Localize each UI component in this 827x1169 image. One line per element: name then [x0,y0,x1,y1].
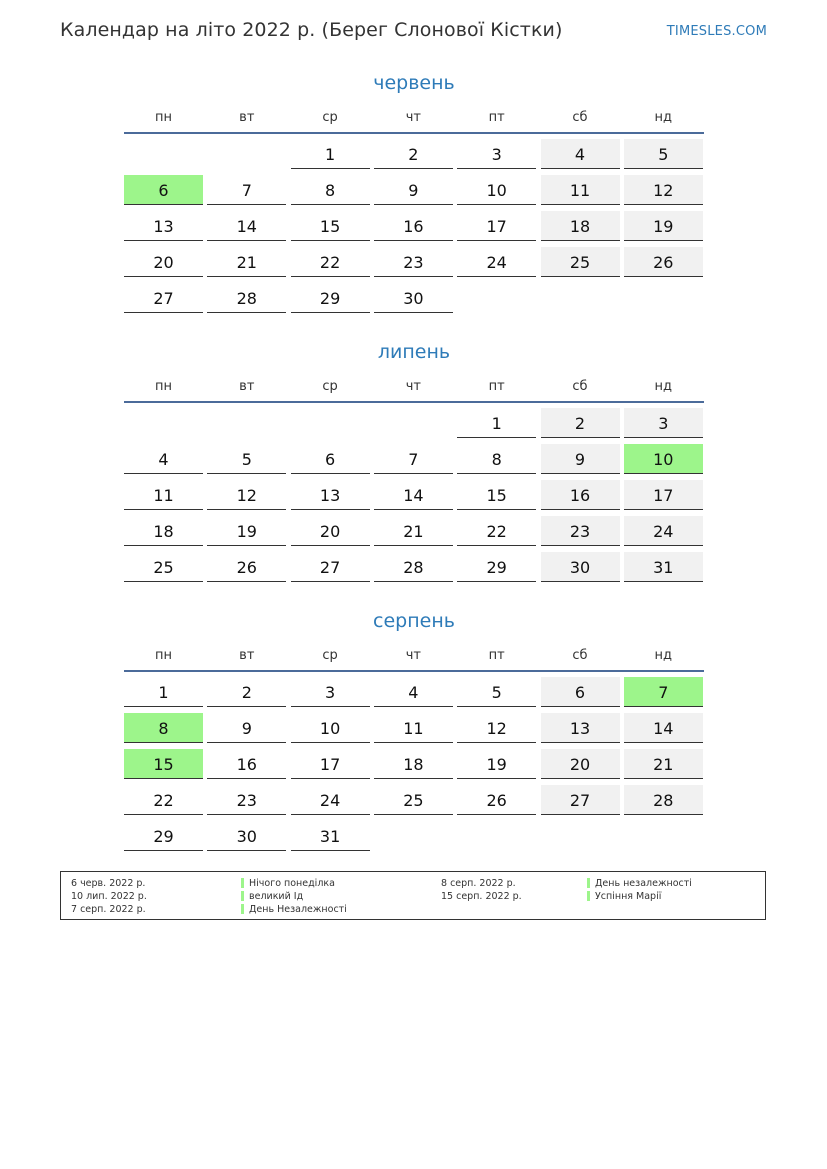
day-cell: 17 [624,480,703,510]
holiday-marker [587,891,590,901]
day-cell: 22 [457,516,536,546]
month-june [124,70,704,308]
day-cell: 25 [374,785,453,815]
day-cell: 22 [291,247,370,277]
legend-holiday-name: Успіння Марії [595,891,662,902]
holiday-day-cell: 6 [124,175,203,205]
day-cell: 9 [374,175,453,205]
day-cell: 25 [541,247,620,277]
weekday-header [124,373,704,403]
day-cell: 11 [124,480,203,510]
day-cell: 4 [541,139,620,169]
weekday-label: нд [654,379,673,394]
day-cell: 9 [541,444,620,474]
day-cell: 27 [541,785,620,815]
legend-holiday-name: Нічого понеділка [249,878,335,889]
day-cell: 4 [124,444,203,474]
day-cell: 9 [207,713,286,743]
holiday-marker [241,878,244,888]
holiday-day-cell: 15 [124,749,203,779]
day-cell: 25 [124,552,203,582]
day-cell: 12 [207,480,286,510]
day-cell: 19 [207,516,286,546]
weekday-label: вт [239,648,255,663]
day-cell: 24 [624,516,703,546]
day-cell: 20 [124,247,203,277]
day-cell: 2 [541,408,620,438]
weekday-label: сб [572,110,588,125]
legend-date: 7 серп. 2022 р. [71,904,146,915]
weekday-label: пт [488,110,505,125]
day-cell: 15 [291,211,370,241]
weekday-label: пн [155,110,172,125]
legend-holiday-name: День Незалежності [249,904,347,915]
day-cell: 11 [541,175,620,205]
weekday-label: чт [405,110,422,125]
day-cell: 17 [457,211,536,241]
month-title: червень [373,72,455,94]
day-cell: 29 [124,821,203,851]
day-cell: 14 [374,480,453,510]
day-cell: 23 [207,785,286,815]
legend-date: 8 серп. 2022 р. [441,878,516,889]
day-cell: 20 [541,749,620,779]
weekday-label: ср [322,110,338,125]
day-cell: 30 [207,821,286,851]
holiday-day-cell: 10 [624,444,703,474]
month-title: липень [377,341,451,363]
weekday-label: сб [572,648,588,663]
day-cell: 29 [457,552,536,582]
day-cell: 23 [374,247,453,277]
day-cell: 30 [374,283,453,313]
weekday-label: пт [488,379,505,394]
legend-holiday-name: День незалежності [595,878,692,889]
day-cell: 20 [291,516,370,546]
day-cell: 5 [624,139,703,169]
day-cell: 12 [624,175,703,205]
day-cell: 17 [291,749,370,779]
day-cell: 10 [457,175,536,205]
day-cell: 29 [291,283,370,313]
day-cell: 8 [291,175,370,205]
day-cell: 7 [374,444,453,474]
day-cell: 28 [207,283,286,313]
day-cell: 3 [291,677,370,707]
day-cell: 23 [541,516,620,546]
legend-date: 15 серп. 2022 р. [441,891,522,902]
legend-date: 10 лип. 2022 р. [71,891,147,902]
day-cell: 2 [374,139,453,169]
day-cell: 13 [291,480,370,510]
weekday-label: пн [155,648,172,663]
day-cell: 18 [124,516,203,546]
weekday-header [124,104,704,134]
weekday-label: вт [239,110,255,125]
day-cell: 14 [207,211,286,241]
day-cell: 2 [207,677,286,707]
holiday-legend [60,871,766,920]
holiday-marker [587,878,590,888]
weekday-label: сб [572,379,588,394]
day-cell: 21 [624,749,703,779]
day-cell: 6 [541,677,620,707]
day-cell: 16 [207,749,286,779]
weekday-label: нд [654,648,673,663]
day-cell: 16 [541,480,620,510]
holiday-marker [241,904,244,914]
day-cell: 13 [124,211,203,241]
holiday-day-cell: 7 [624,677,703,707]
day-cell: 18 [374,749,453,779]
weekday-label: пн [155,379,172,394]
day-cell: 27 [291,552,370,582]
day-cell: 30 [541,552,620,582]
weekday-label: пт [488,648,505,663]
day-cell: 1 [457,408,536,438]
weekday-label: вт [239,379,255,394]
day-cell: 27 [124,283,203,313]
day-cell: 28 [374,552,453,582]
legend-holiday-name: великий Ід [249,891,304,902]
brand-link[interactable]: TIMESLES.COM [666,24,767,39]
holiday-day-cell: 8 [124,713,203,743]
weekday-label: чт [405,648,422,663]
day-cell: 24 [457,247,536,277]
day-cell: 1 [124,677,203,707]
day-cell: 11 [374,713,453,743]
day-cell: 28 [624,785,703,815]
day-cell: 7 [207,175,286,205]
day-cell: 5 [207,444,286,474]
day-cell: 8 [457,444,536,474]
day-cell: 18 [541,211,620,241]
day-cell: 19 [457,749,536,779]
month-title: серпень [373,610,455,632]
month-july [124,339,704,577]
day-cell: 26 [457,785,536,815]
month-august [124,608,704,846]
day-cell: 21 [374,516,453,546]
weekday-label: ср [322,648,338,663]
day-cell: 15 [457,480,536,510]
day-cell: 19 [624,211,703,241]
day-cell: 10 [291,713,370,743]
day-cell: 31 [291,821,370,851]
holiday-marker [241,891,244,901]
day-cell: 14 [624,713,703,743]
day-cell: 31 [624,552,703,582]
day-cell: 3 [624,408,703,438]
day-cell: 1 [291,139,370,169]
page-title: Календар на літо 2022 р. (Берег Слонової Кістки) [60,19,563,41]
day-cell: 12 [457,713,536,743]
day-cell: 4 [374,677,453,707]
day-cell: 21 [207,247,286,277]
day-cell: 13 [541,713,620,743]
legend-date: 6 черв. 2022 р. [71,878,146,889]
day-cell: 6 [291,444,370,474]
day-cell: 26 [207,552,286,582]
day-cell: 24 [291,785,370,815]
weekday-label: чт [405,379,422,394]
weekday-label: ср [322,379,338,394]
day-cell: 3 [457,139,536,169]
weekday-header [124,642,704,672]
day-cell: 26 [624,247,703,277]
day-cell: 16 [374,211,453,241]
weekday-label: нд [654,110,673,125]
day-cell: 22 [124,785,203,815]
day-cell: 5 [457,677,536,707]
